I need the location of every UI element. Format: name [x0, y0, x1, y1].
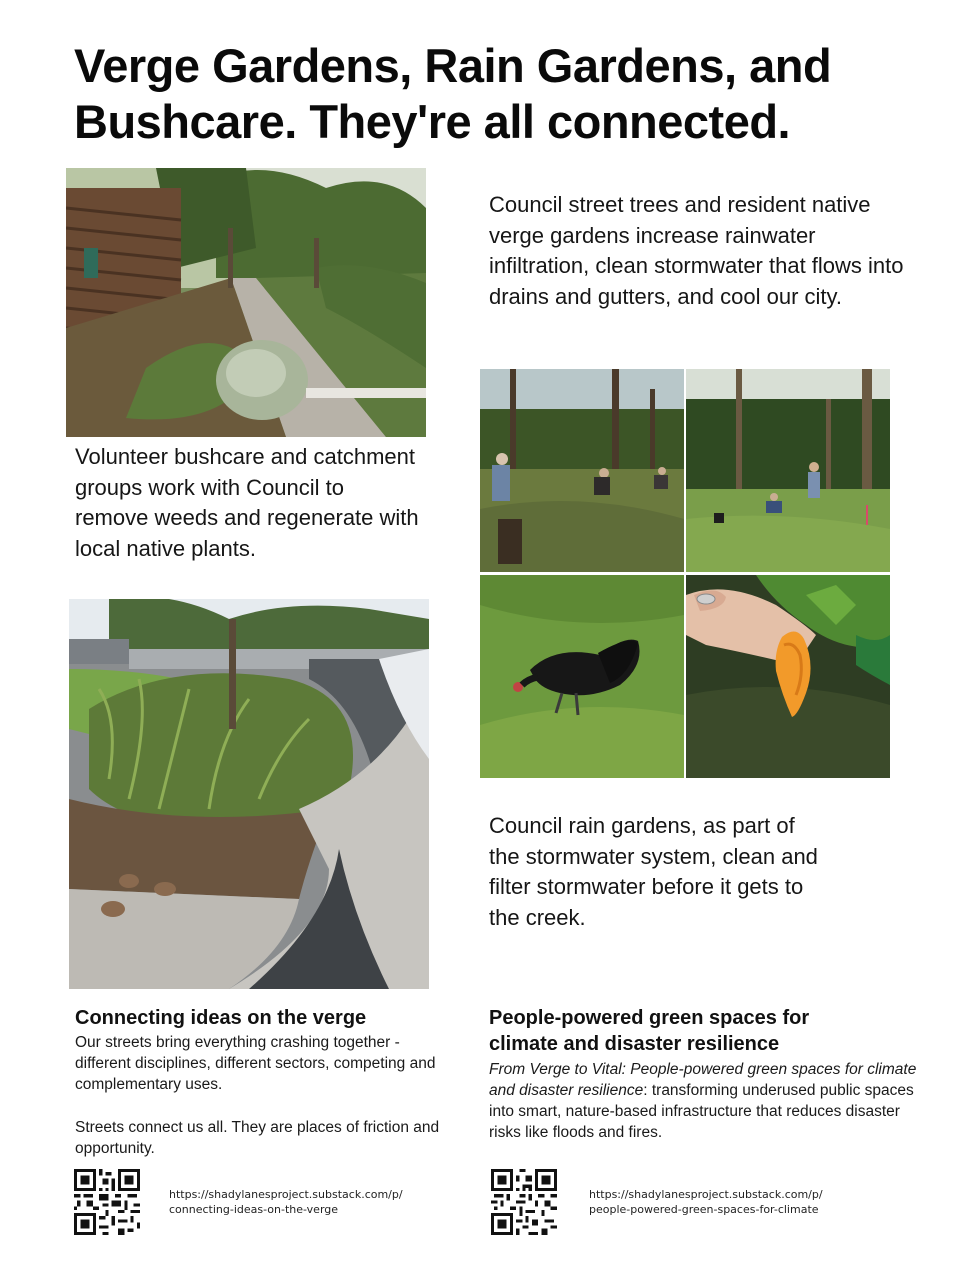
- right-section-italic-lead: From Verge to Vital: People-powered green spaces for climate and disaster resilience: [489, 1061, 917, 1099]
- photo-volunteers-planting-2: [686, 369, 890, 572]
- photo-volunteers-planting-1: [480, 369, 684, 572]
- right-section-url[interactable]: [589, 1187, 889, 1217]
- left-section-heading: Connecting ideas on the verge: [75, 1007, 367, 1029]
- photo-verge-footpath: [66, 168, 426, 437]
- photo-rain-garden: [69, 599, 429, 989]
- verge-gardens-blurb: Council street trees and resident native verge gardens increase rainwater infiltration, clean stormwater that flows into drains and gutters, and cool our city.: [489, 192, 904, 309]
- page-title: Verge Gardens, Rain Gardens, and Bushcare. They're all connected.: [74, 39, 832, 148]
- left-url-line-1: https://shadylanesproject.substack.com/p/: [169, 1188, 403, 1201]
- right-section-rest: : transforming underused public spaces into smart, nature-based infrastructure that reduces disaster risks like floods and fires.: [489, 1082, 914, 1141]
- left-section-url[interactable]: [169, 1187, 449, 1217]
- rain-gardens-blurb: Council rain gardens, as part of the stormwater system, clean and filter stormwater before it gets to the creek.: [489, 813, 818, 930]
- qr-code-icon[interactable]: [491, 1169, 557, 1235]
- left-section-paragraph-1: Our streets bring everything crashing together - different disciplines, different sectors, competing and complementary uses.: [75, 1034, 436, 1093]
- right-url-line-2: people-powered-green-spaces-for-climate: [589, 1203, 819, 1216]
- qr-code-icon[interactable]: [74, 1169, 140, 1235]
- photo-hand-holding-fruit: [686, 575, 890, 778]
- bushcare-blurb: Volunteer bushcare and catchment groups work with Council to remove weeds and regenerate with local native plants.: [75, 444, 419, 561]
- left-section-paragraph-2: Streets connect us all. They are places of friction and opportunity.: [75, 1119, 440, 1157]
- right-url-line-1: https://shadylanesproject.substack.com/p/: [589, 1188, 823, 1201]
- photo-brush-turkey: [480, 575, 684, 778]
- right-section-paragraph: [489, 1059, 924, 1143]
- left-url-line-2: connecting-ideas-on-the-verge: [169, 1203, 339, 1216]
- right-section-heading: People-powered green spaces for climate and disaster resilience: [489, 1007, 810, 1055]
